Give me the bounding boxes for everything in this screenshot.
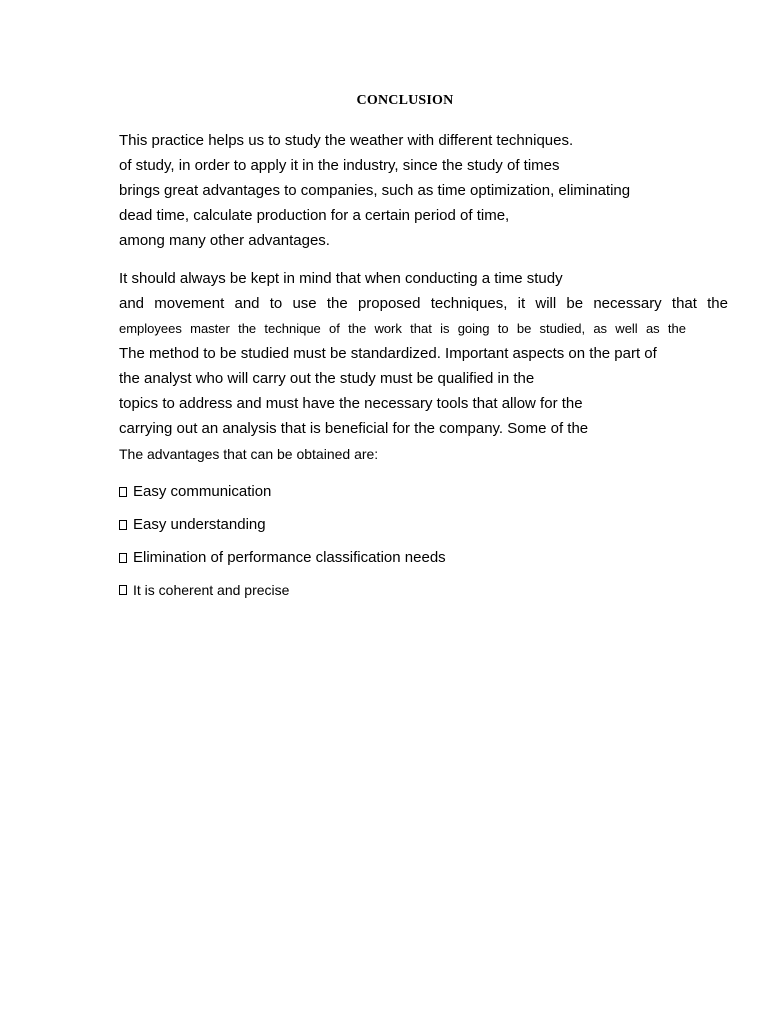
document-title: CONCLUSION <box>356 93 454 108</box>
paragraph-2-line-3: employees master the technique of the work that is going to be studied, as well as the <box>119 321 686 336</box>
bullet-text: Easy communication <box>133 483 272 500</box>
bullet-item <box>119 580 289 600</box>
checkbox-glyph-icon <box>119 520 127 530</box>
paragraph-1-line-1: This practice helps us to study the weather with different techniques. <box>119 132 574 149</box>
paragraph-2-line-2: and movement and to use the proposed techniques, it will be necessary that the <box>119 295 728 312</box>
bullet-item <box>119 548 446 568</box>
paragraph-1-line-3: brings great advantages to companies, such as time optimization, eliminating <box>119 182 631 199</box>
bullet-item <box>119 482 271 502</box>
checkbox-glyph-icon <box>119 553 127 563</box>
paragraph-1-line-5: among many other advantages. <box>119 232 330 249</box>
paragraph-1-line-2: of study, in order to apply it in the industry, since the study of times <box>119 157 560 174</box>
paragraph-2-line-5: the analyst who will carry out the study must be qualified in the <box>119 370 535 387</box>
paragraph-2-line-4: The method to be studied must be standardized. Important aspects on the part of <box>119 345 657 362</box>
bullet-text: Easy understanding <box>133 516 266 533</box>
bullet-item <box>119 515 266 535</box>
bullet-text: It is coherent and precise <box>133 582 290 598</box>
checkbox-glyph-icon <box>119 585 127 595</box>
paragraph-1-line-4: dead time, calculate production for a certain period of time, <box>119 207 510 224</box>
paragraph-2-line-8: The advantages that can be obtained are: <box>119 446 379 462</box>
paragraph-2-line-6: topics to address and must have the necessary tools that allow for the <box>119 395 583 412</box>
paragraph-2-line-7: carrying out an analysis that is beneficial for the company. Some of the <box>119 420 589 437</box>
paragraph-2-line-1: It should always be kept in mind that when conducting a time study <box>119 270 563 287</box>
bullet-text: Elimination of performance classification needs <box>133 549 446 566</box>
checkbox-glyph-icon <box>119 487 127 497</box>
